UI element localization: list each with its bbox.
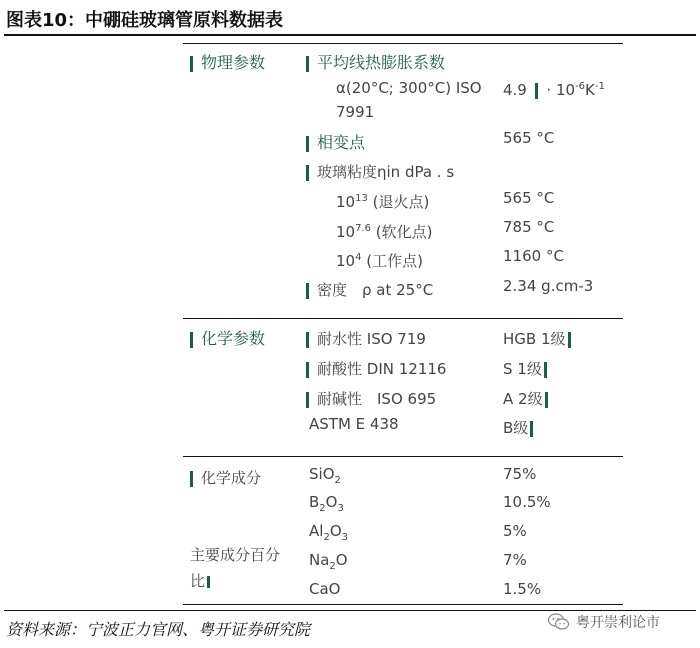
chemical-row-value: S 1级 — [503, 358, 555, 379]
transition-point-label: 相变点 — [306, 130, 365, 153]
section-chemical: 化学参数 — [190, 326, 265, 349]
composition-value: 10.5% — [503, 493, 551, 511]
viscosity-row: $10^{13}$ (退火点) — [336, 193, 430, 211]
figure-title: 图表10：中硼硅玻璃管原料数据表 — [6, 10, 284, 31]
wechat-icon — [548, 613, 570, 631]
composition-value: 7% — [503, 551, 527, 569]
section-physical: 物理参数 — [190, 50, 265, 73]
cte-value: $4.9 \cdot 10^{-6}K^{-1}$ — [503, 81, 605, 99]
chemical-row-value: B级 — [503, 417, 541, 438]
viscosity-row: $10^4$ (工作点) — [336, 252, 423, 270]
table-top-rule — [183, 43, 623, 44]
chemical-row-label: 耐酸性 DIN 12116 — [306, 358, 446, 379]
viscosity-label: 玻璃粘度ηin dPa . s — [306, 161, 454, 182]
chemical-row-label: 耐水性 ISO 719 — [306, 328, 426, 349]
composition-formula: CaO — [309, 580, 341, 598]
viscosity-value: 1160 °C — [503, 247, 564, 265]
chemical-row-label: ASTM E 438 — [309, 415, 399, 433]
title-rule — [4, 34, 696, 36]
main-composition-label-cont: 比 — [190, 570, 218, 591]
viscosity-value: 565 °C — [503, 189, 555, 207]
transition-point-value: 565 °C — [503, 129, 555, 147]
composition-value: 5% — [503, 522, 527, 540]
composition-value: 1.5% — [503, 580, 542, 598]
chemical-row-value: HGB 1级 — [503, 328, 579, 349]
density-value: 2.34 g.cm-3 — [503, 277, 594, 295]
density-label: 密度 ρ at 25°C — [306, 279, 433, 300]
main-composition-label: 主要成分百分 — [190, 546, 281, 564]
chemical-row-value: A 2级 — [503, 388, 556, 409]
section-composition: 化学成分 — [190, 467, 261, 488]
watermark: 粤开崇利论市 — [548, 612, 660, 632]
chemical-row-label: 耐碱性 ISO 695 — [306, 388, 436, 409]
viscosity-value: 785 °C — [503, 218, 555, 236]
composition-formula: $Al_2O_3$ — [309, 522, 348, 543]
cte-condition-line2: 7991 — [336, 103, 375, 121]
composition-value: 75% — [503, 465, 537, 483]
cte-condition-line1: α(20°C; 300°C) ISO — [336, 79, 482, 97]
section-divider — [183, 318, 623, 319]
table-bottom-rule — [183, 604, 623, 605]
viscosity-row: $10^{7.6}$ (软化点) — [336, 223, 433, 241]
composition-formula: $Na_2O$ — [309, 551, 348, 572]
composition-formula: SiO$_2$ — [309, 465, 341, 486]
footer-rule — [4, 610, 696, 611]
composition-formula: $B_2O_3$ — [309, 493, 344, 514]
cte-label: 平均线热膨胀系数 — [306, 50, 445, 73]
section-divider — [183, 456, 623, 457]
source-note: 资料来源：宁波正力官网、粤开证券研究院 — [6, 620, 311, 639]
